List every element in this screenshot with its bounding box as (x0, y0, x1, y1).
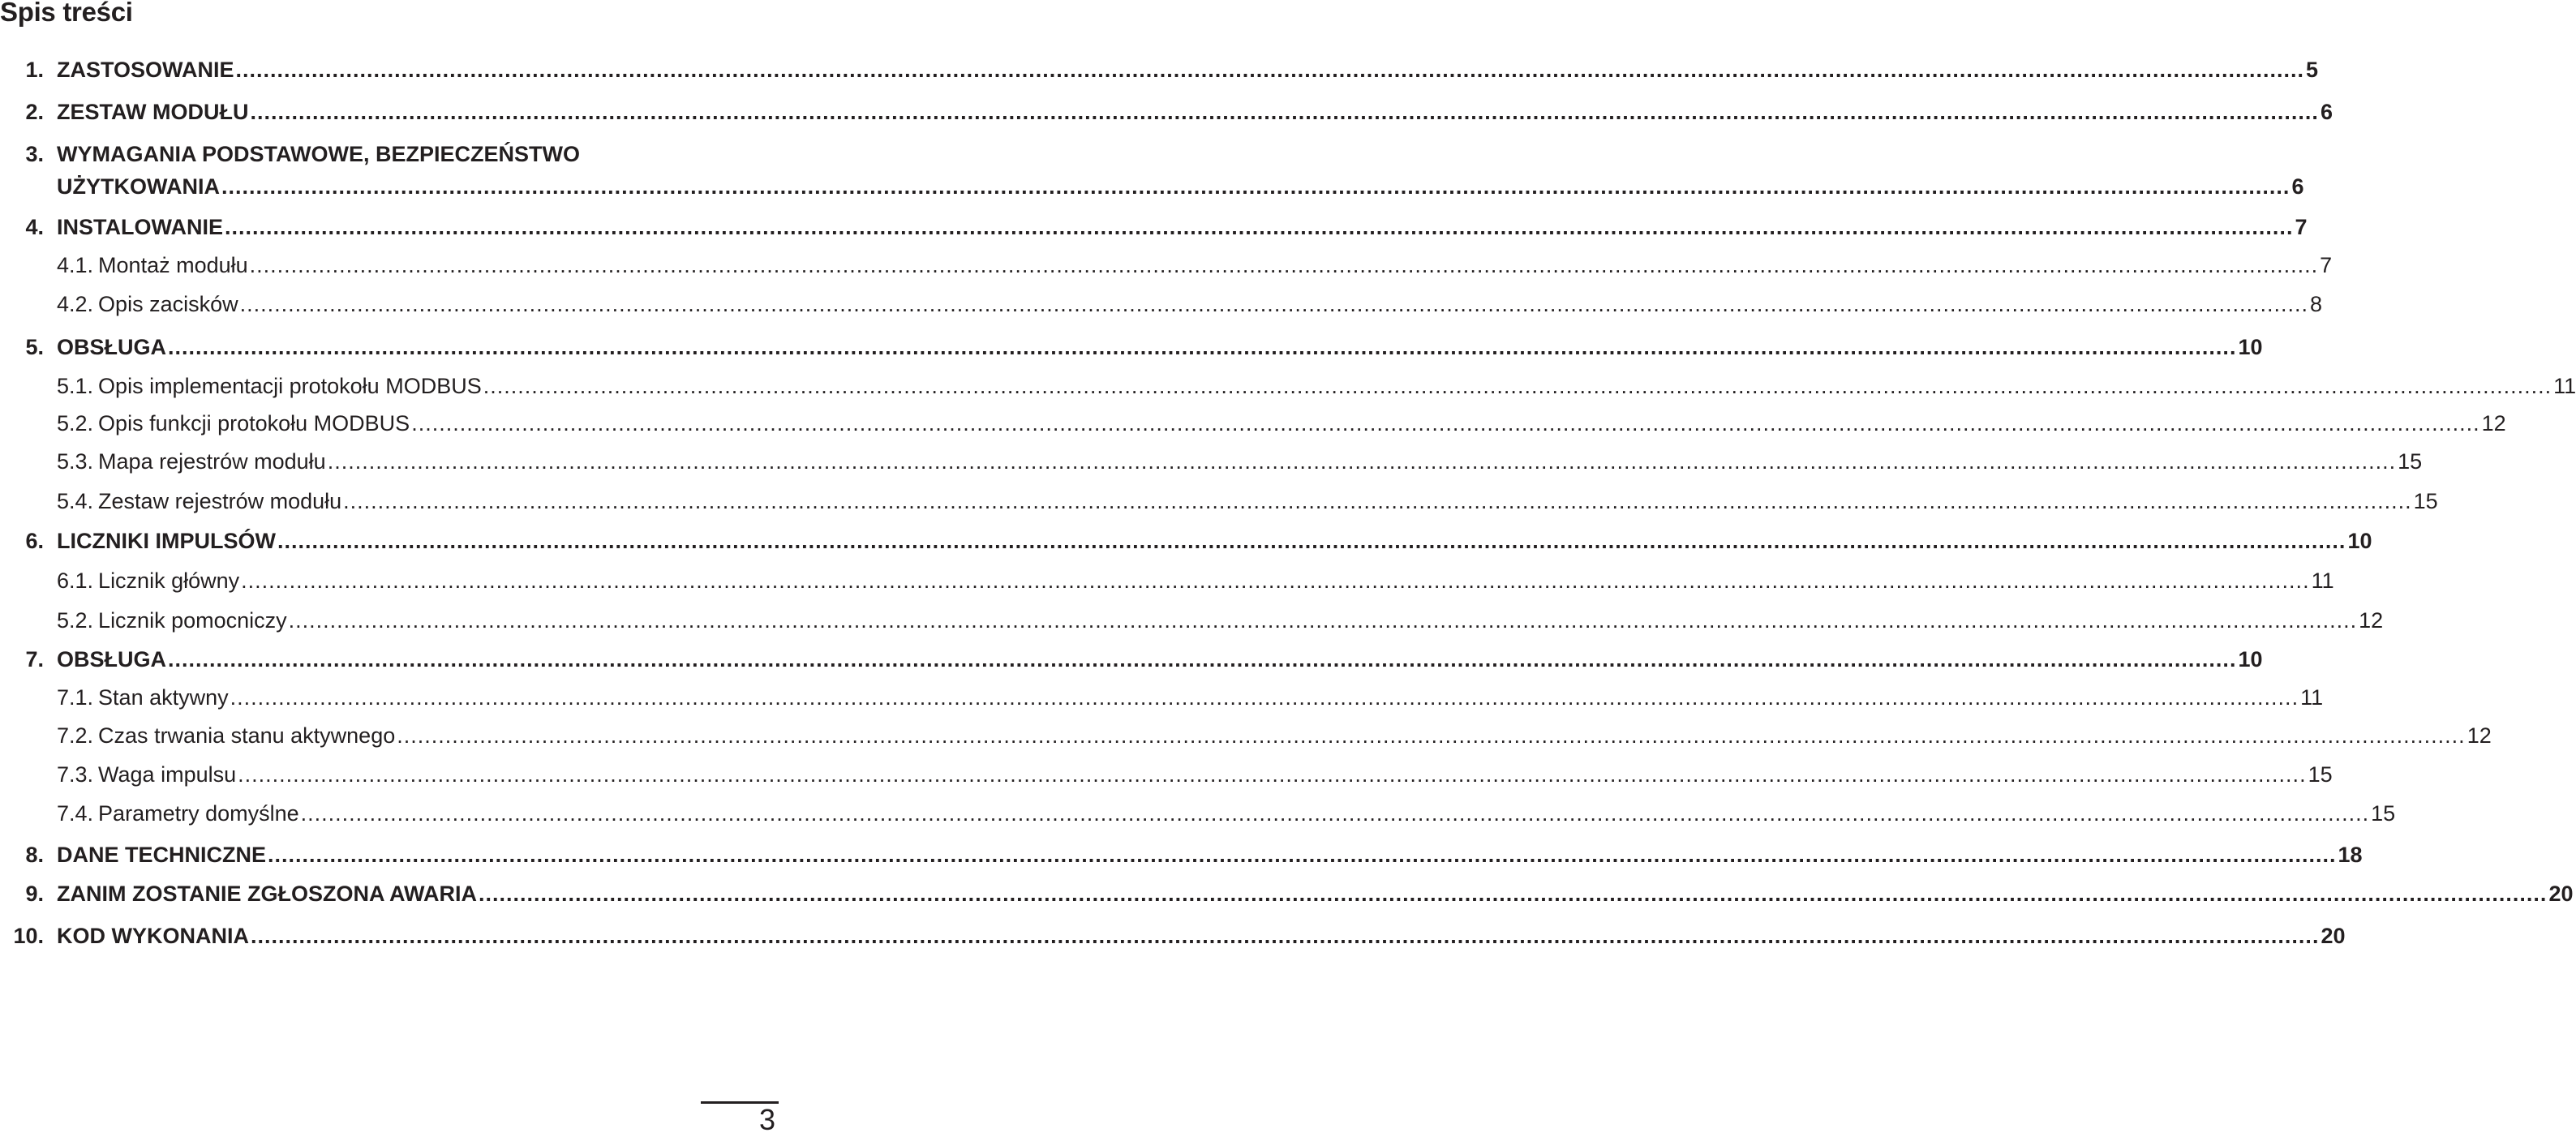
toc-entry[interactable] (0, 138, 772, 170)
toc-leader-dots: ............................................................................................................................................................................................................................................................................................................ (411, 411, 2480, 435)
toc-entry-title: Zestaw rejestrów modułu (98, 489, 342, 513)
toc-entry-page: 6 (2320, 100, 2333, 124)
toc-entry-number: 9. (25, 882, 44, 906)
toc-entry[interactable] (0, 525, 2372, 557)
toc-leader-dots: ............................................................................................................................................................................................................................................................................................................ (238, 762, 2307, 787)
toc-leader-dots: ............................................................................................................................................................................................................................................................................................................ (483, 374, 2552, 398)
toc-entry-page: 12 (2359, 608, 2384, 633)
toc-entry-title: ZASTOSOWANIE (57, 58, 234, 82)
toc-entry-title: Opis funkcji protokołu MODBUS (98, 411, 410, 435)
toc-entry-page: 15 (2308, 762, 2333, 787)
toc-entry-number: 10. (13, 924, 44, 948)
toc-entry-number: 4.1. (57, 253, 94, 277)
toc-entry-page: 8 (2310, 292, 2323, 316)
toc-entry[interactable] (0, 370, 2576, 402)
page-title: Spis treści (0, 0, 133, 27)
toc-entry[interactable] (0, 758, 2333, 791)
toc-entry-number: 5.3. (57, 449, 94, 474)
toc-entry-title: Licznik główny (98, 568, 240, 593)
toc-entry-page: 12 (2467, 723, 2492, 748)
toc-entry-title: Parametry domyślne (98, 801, 299, 826)
toc-entry-page: 7 (2295, 215, 2308, 239)
toc-entry-page: 5 (2305, 58, 2319, 82)
toc-entry-page: 10 (2347, 529, 2372, 553)
toc-entry-title: Stan aktywny (98, 685, 229, 710)
toc-leader-dots: ............................................................................................................................................................................................................................................................................................................ (249, 253, 2319, 277)
toc-entry[interactable] (0, 485, 2438, 517)
toc-entry-number: 8. (25, 843, 44, 867)
toc-entry-number: 5.2. (57, 411, 94, 435)
toc-entry-number: 5.1. (57, 374, 94, 398)
toc-entry-title: OBSŁUGA (57, 335, 166, 359)
toc-entry-number: 7.2. (57, 723, 94, 748)
toc-leader-dots: ............................................................................................................................................................................................................................................................................................................ (478, 882, 2548, 906)
toc-entry-page: 11 (2311, 568, 2334, 593)
toc-entry[interactable] (0, 920, 2346, 952)
toc-entry[interactable] (0, 170, 2304, 203)
toc-entry-title: ZESTAW MODUŁU (57, 100, 249, 124)
toc-entry-title: Czas trwania stanu aktywnego (98, 723, 396, 748)
toc-entry-page: 11 (2553, 374, 2576, 398)
toc-leader-dots: ............................................................................................................................................................................................................................................................................................................ (268, 843, 2337, 867)
toc-entry-page: 18 (2338, 843, 2363, 867)
toc-entry[interactable] (0, 249, 2333, 281)
toc-entry[interactable] (0, 288, 2323, 320)
toc-entry[interactable] (0, 54, 2319, 86)
toc-entry-number: 5. (25, 335, 44, 359)
toc-entry[interactable] (0, 681, 2324, 714)
toc-entry-page: 20 (2321, 924, 2346, 948)
toc-entry-title: DANE TECHNICZNE (57, 843, 267, 867)
toc-entry-title: INSTALOWANIE (57, 215, 223, 239)
toc-entry-title: Opis implementacji protokołu MODBUS (98, 374, 482, 398)
toc-entry-title: Montaż modułu (98, 253, 248, 277)
toc-entry-page: 15 (2398, 449, 2423, 474)
toc-leader-dots: ............................................................................................................................................................................................................................................................................................................ (251, 924, 2320, 948)
toc-leader-dots: ............................................................................................................................................................................................................................................................................................................ (230, 685, 2299, 710)
toc-leader-dots: ............................................................................................................................................................................................................................................................................................................ (250, 100, 2319, 124)
page-number: 3 (758, 1103, 775, 1136)
toc-entry-title: OBSŁUGA (57, 647, 166, 671)
toc-entry-page: 15 (2413, 489, 2438, 513)
toc-entry-title: ZANIM ZOSTANIE ZGŁOSZONA AWARIA (57, 882, 477, 906)
toc-entry-number: 3. (25, 142, 44, 166)
toc-leader-dots: ............................................................................................................................................................................................................................................................................................................ (168, 335, 2237, 359)
toc-entry-title: Licznik pomocniczy (98, 608, 287, 633)
toc-entry-title: Waga impulsu (98, 762, 237, 787)
toc-leader-dots: ............................................................................................................................................................................................................................................................................................................ (343, 489, 2412, 513)
toc-entry-number: 7.4. (57, 801, 94, 826)
toc-entry[interactable] (0, 564, 2334, 597)
toc-leader-dots: ............................................................................................................................................................................................................................................................................................................ (277, 529, 2346, 553)
toc-entry-number: 6. (25, 529, 44, 553)
toc-entry[interactable] (0, 604, 2384, 637)
toc-leader-dots: ............................................................................................................................................................................................................................................................................................................ (397, 723, 2466, 748)
toc-leader-dots: ............................................................................................................................................................................................................................................................................................................ (239, 292, 2309, 316)
toc-entry-page: 6 (2291, 174, 2304, 199)
toc-entry-page: 15 (2371, 801, 2396, 826)
toc-leader-dots: ............................................................................................................................................................................................................................................................................................................ (221, 174, 2290, 199)
toc-entry-page: 7 (2320, 253, 2333, 277)
toc-leader-dots: ............................................................................................................................................................................................................................................................................................................ (288, 608, 2358, 633)
toc-entry-number: 5.4. (57, 489, 94, 513)
toc-entry-title: Mapa rejestrów modułu (98, 449, 326, 474)
toc-entry[interactable] (0, 331, 2263, 363)
toc-leader-dots: ............................................................................................................................................................................................................................................................................................................ (327, 449, 2397, 474)
toc-entry-page: 20 (2548, 882, 2574, 906)
toc-leader-dots: ............................................................................................................................................................................................................................................................................................................ (300, 801, 2370, 826)
toc-entry[interactable] (0, 877, 2574, 910)
toc-entry[interactable] (0, 643, 2263, 676)
toc-entry-number: 4.2. (57, 292, 94, 316)
toc-entry-number: 6.1. (57, 568, 94, 593)
toc-entry[interactable] (0, 211, 2308, 243)
toc-entry[interactable] (0, 96, 2333, 128)
toc-leader-dots: ............................................................................................................................................................................................................................................................................................................ (235, 58, 2304, 82)
toc-entry-number: 4. (25, 215, 44, 239)
toc-entry[interactable] (0, 797, 2396, 830)
toc-entry[interactable] (0, 719, 2492, 752)
toc-leader-dots: ............................................................................................................................................................................................................................................................................................................ (168, 647, 2237, 671)
toc-entry-number: 2. (25, 100, 44, 124)
toc-entry[interactable] (0, 407, 2506, 440)
toc-leader-dots: ............................................................................................................................................................................................................................................................................................................ (241, 568, 2310, 593)
toc-entry-number: 7. (25, 647, 44, 671)
toc-entry-title: LICZNIKI IMPULSÓW (57, 529, 276, 553)
toc-entry[interactable] (0, 445, 2423, 478)
toc-entry-number: 1. (25, 58, 44, 82)
toc-entry-number: 7.1. (57, 685, 94, 710)
toc-entry-page: 11 (2300, 685, 2324, 710)
toc-entry-number: 7.3. (57, 762, 94, 787)
toc-entry-page: 12 (2481, 411, 2506, 435)
toc-entry[interactable] (0, 839, 2363, 871)
toc-entry-number: 5.2. (57, 608, 94, 633)
toc-entry-title: Opis zacisków (98, 292, 238, 316)
toc-entry-page: 10 (2238, 335, 2263, 359)
toc-entry-page: 10 (2238, 647, 2263, 671)
toc-entry-title: WYMAGANIA PODSTAWOWE, BEZPIECZEŃSTWO (57, 142, 580, 166)
toc-entry-title: KOD WYKONANIA (57, 924, 249, 948)
toc-leader-dots: ............................................................................................................................................................................................................................................................................................................ (225, 215, 2294, 239)
toc-entry-title: UŻYTKOWANIA (57, 174, 220, 199)
